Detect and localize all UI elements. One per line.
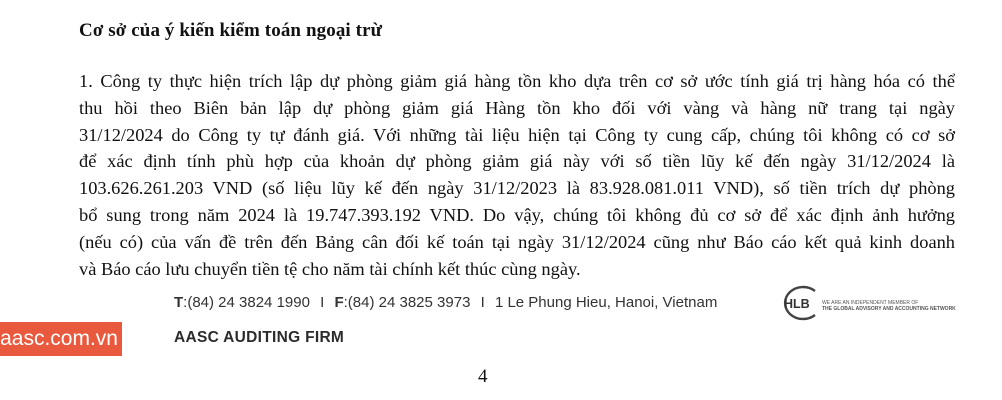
hlb-logo-text: HLB xyxy=(784,297,810,311)
page-number: 4 xyxy=(478,366,488,387)
tel-value: :(84) 24 3824 1990 xyxy=(183,294,310,311)
hlb-logo-icon xyxy=(775,283,821,323)
hlb-tagline-line: WE ARE AN INDEPENDENT MEMBER OF xyxy=(822,300,919,306)
fax-value: :(84) 24 3825 3973 xyxy=(343,294,471,311)
website-badge: aasc.com.vn xyxy=(0,322,122,356)
hlb-tagline xyxy=(822,300,982,312)
fax-label: F xyxy=(334,294,344,311)
paragraph-line: và Báo cáo lưu chuyển tiền tệ cho năm tài chính kết thúc cùng ngày. xyxy=(79,258,581,279)
paragraph-line: (nếu có) của vấn đề trên đến Bảng cân đối kế toán tại ngày 31/12/2024 cũng như Báo cáo kết quả kinh doanh xyxy=(79,231,955,252)
separator: I xyxy=(480,294,485,311)
paragraph-line: bổ sung trong năm 2024 là 19.747.393.192 VND. Do vậy, chúng tôi không đủ cơ sở để xác định ảnh hưởng xyxy=(79,204,955,225)
paragraph-line: để xác định tính phù hợp của khoản dự phòng giảm giá này với số tiền lũy kế đến ngày 31/12/2024 là xyxy=(79,151,955,172)
hlb-tagline-line: THE GLOBAL ADVISORY AND ACCOUNTING NETWORK xyxy=(822,306,956,312)
paragraph-line: 1. Công ty thực hiện trích lập dự phòng giảm giá hàng tồn kho dựa trên cơ sở ước tính giá trị hàng hóa có thể xyxy=(79,71,955,91)
footer-contact xyxy=(174,294,717,311)
tel-label: T xyxy=(174,294,184,311)
address: 1 Le Phung Hieu, Hanoi, Vietnam xyxy=(494,294,718,311)
section-heading: Cơ sở của ý kiến kiểm toán ngoại trừ xyxy=(79,20,383,41)
paragraph-line: 31/12/2024 do Công ty tự đánh giá. Với những tài liệu hiện tại Công ty cung cấp, chúng tôi không có cơ sở xyxy=(79,124,955,145)
paragraph-line: thu hồi theo Biên bản lập dự phòng giảm giá Hàng tồn kho đối với vàng và hàng nữ trang tại ngày xyxy=(79,97,955,118)
separator: I xyxy=(320,294,325,311)
paragraph xyxy=(79,68,955,282)
paragraph-line: 103.626.261.203 VND (số liệu lũy kế đến ngày 31/12/2023 là 83.928.081.011 VND), số tiền trích dự phòng xyxy=(79,178,955,199)
firm-name: AASC AUDITING FIRM xyxy=(174,329,345,346)
